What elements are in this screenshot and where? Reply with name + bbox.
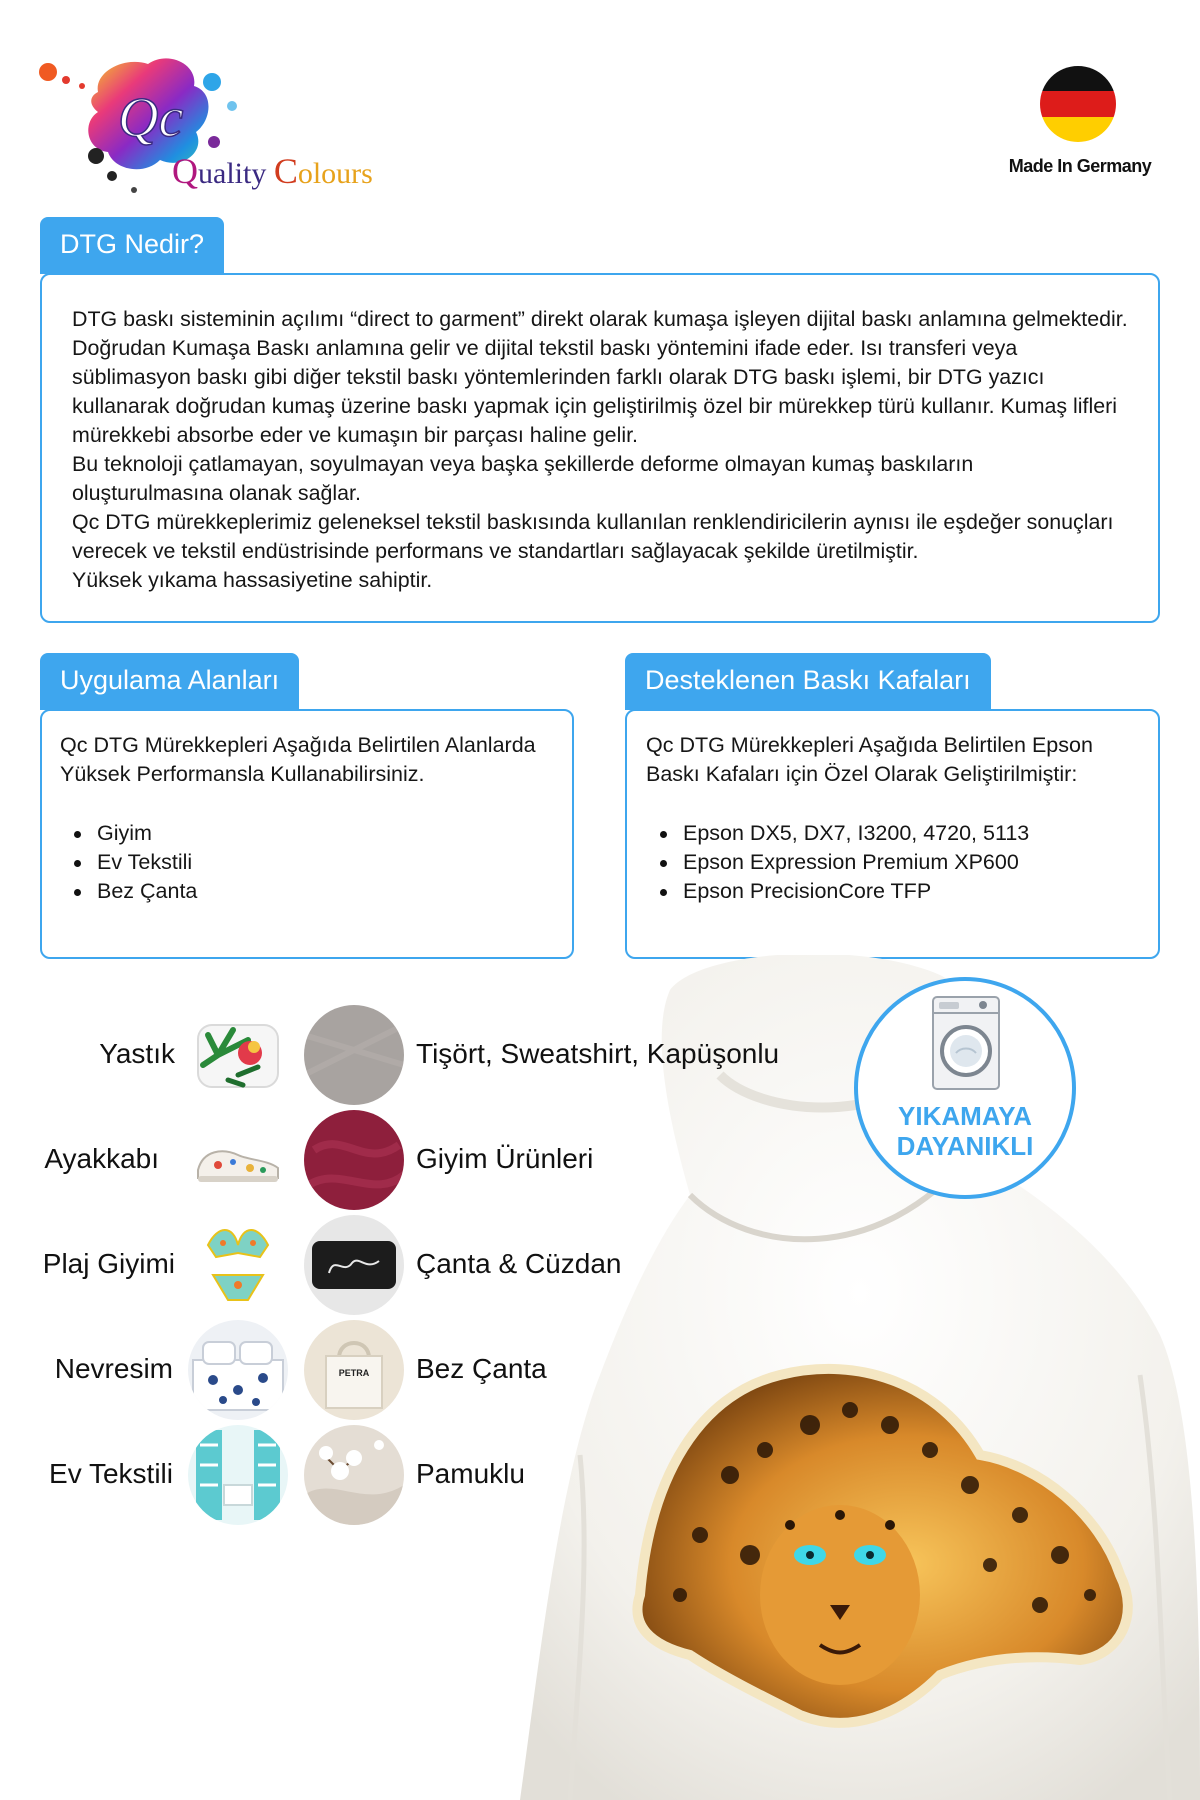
wallet-thumbnail-icon — [304, 1215, 404, 1315]
dtg-paragraph: Qc DTG mürekkeplerimiz geleneksel tekstil baskısında kullanılan renklendiricilerin aynısı ile eşdeğer sonuçları verecek ve tekstil endüstrisinde performans ve standartları sağlayacak şekilde üretilmiştir. — [72, 510, 1114, 563]
flag-stripe-red — [1040, 91, 1116, 116]
flag-stripe-black — [1040, 66, 1116, 91]
dtg-paragraph: DTG baskı sisteminin açılımı “direct to garment” direkt olarak kumaşa işleyen dijital baskı anlamına gelmektedir. Doğrudan Kumaşa Baskı anlamına gelir ve dijital tekstil baskı yöntemini ifade eder. Isı transferi veya süblimasyon baskı gibi diğer tekstil baskı yöntemlerinden farklı olarak DTG baskı işlemi, bir DTG yazıcı kullanarak doğrudan kumaş üzerine baskı yapmak için geliştirilmiş özel bir mürekkep türü kullanır. Kumaş lifleri mürekkebi absorbe eder ve kumaşın bir parçası haline gelir. — [72, 307, 1128, 447]
fabric-thumbnail-grey-icon — [304, 1005, 404, 1105]
material-label-giyim: Giyim Ürünleri — [416, 1143, 594, 1174]
list-item: Epson PrecisionCore TFP — [646, 877, 1140, 906]
applications-intro: Qc DTG Mürekkepleri Aşağıda Belirtilen Alanlarda Yüksek Performansla Kullanabilirsiniz. — [60, 733, 536, 786]
applications-section-title: Uygulama Alanları — [40, 653, 299, 710]
material-label-canta-cuzdan: Çanta & Cüzdan — [416, 1248, 622, 1279]
flag-stripe-gold — [1040, 117, 1116, 142]
material-label-yastik: Yastık — [99, 1038, 175, 1069]
made-in-germany-label: Made In Germany — [1008, 156, 1152, 176]
print-heads-section-title: Desteklenen Baskı Kafaları — [625, 653, 991, 710]
shoe-thumbnail-icon — [188, 1110, 288, 1210]
bedding-thumbnail-icon — [188, 1320, 288, 1420]
print-heads-list — [646, 819, 1140, 906]
material-label-pamuklu: Pamuklu — [416, 1458, 525, 1489]
fabric-thumbnail-burgundy-icon — [304, 1110, 404, 1210]
dtg-paragraph: Yüksek yıkama hassasiyetine sahiptir. — [72, 568, 433, 592]
dtg-paragraph: Bu teknoloji çatlamayan, soyulmayan veya başka şekillerde deforme olmayan kumaş baskıların oluşturulmasına olanak sağlar. — [72, 452, 974, 505]
applications-panel — [40, 709, 574, 959]
brand-logo — [36, 52, 396, 202]
material-label-ev-tekstili: Ev Tekstili — [49, 1458, 173, 1489]
print-heads-intro: Qc DTG Mürekkepleri Aşağıda Belirtilen Epson Baskı Kafaları için Özel Olarak Geliştirilmiştir: — [646, 733, 1093, 786]
list-item: Epson Expression Premium XP600 — [646, 848, 1140, 877]
wash-resistant-badge — [854, 977, 1076, 1199]
list-item: Bez Çanta — [60, 877, 554, 906]
wash-resistant-label: YIKAMAYA DAYANIKLI — [896, 1101, 1034, 1161]
dtg-description-panel — [40, 273, 1160, 623]
material-label-tisort: Tişört, Sweatshirt, Kapüşonlu — [416, 1038, 780, 1069]
pillow-thumbnail-icon — [188, 1005, 288, 1105]
list-item: Ev Tekstili — [60, 848, 554, 877]
print-heads-panel — [625, 709, 1160, 959]
monogram-text: Qc — [118, 87, 184, 149]
tote-bag-thumbnail-icon — [304, 1320, 404, 1420]
material-label-nevresim: Nevresim — [54, 1353, 173, 1384]
applications-list — [60, 819, 554, 906]
cotton-thumbnail-icon — [304, 1425, 404, 1525]
tote-bag-print-text: PETRA — [338, 1368, 370, 1378]
dtg-section-title: DTG Nedir? — [40, 217, 224, 274]
dtg-description — [72, 305, 1130, 595]
curtains-thumbnail-icon — [188, 1425, 288, 1525]
material-label-plaj: Plaj Giyimi — [42, 1248, 175, 1279]
list-item: Giyim — [60, 819, 554, 848]
material-label-bez-canta: Bez Çanta — [416, 1353, 547, 1384]
bikini-thumbnail-icon — [188, 1215, 288, 1315]
washing-machine-icon — [931, 995, 1001, 1091]
brand-name: Quality Colours — [172, 151, 373, 191]
list-item: Epson DX5, DX7, I3200, 4720, 5113 — [646, 819, 1140, 848]
material-label-ayakkabi: Ayakkabı — [44, 1143, 159, 1174]
germany-flag-icon — [1040, 66, 1116, 142]
